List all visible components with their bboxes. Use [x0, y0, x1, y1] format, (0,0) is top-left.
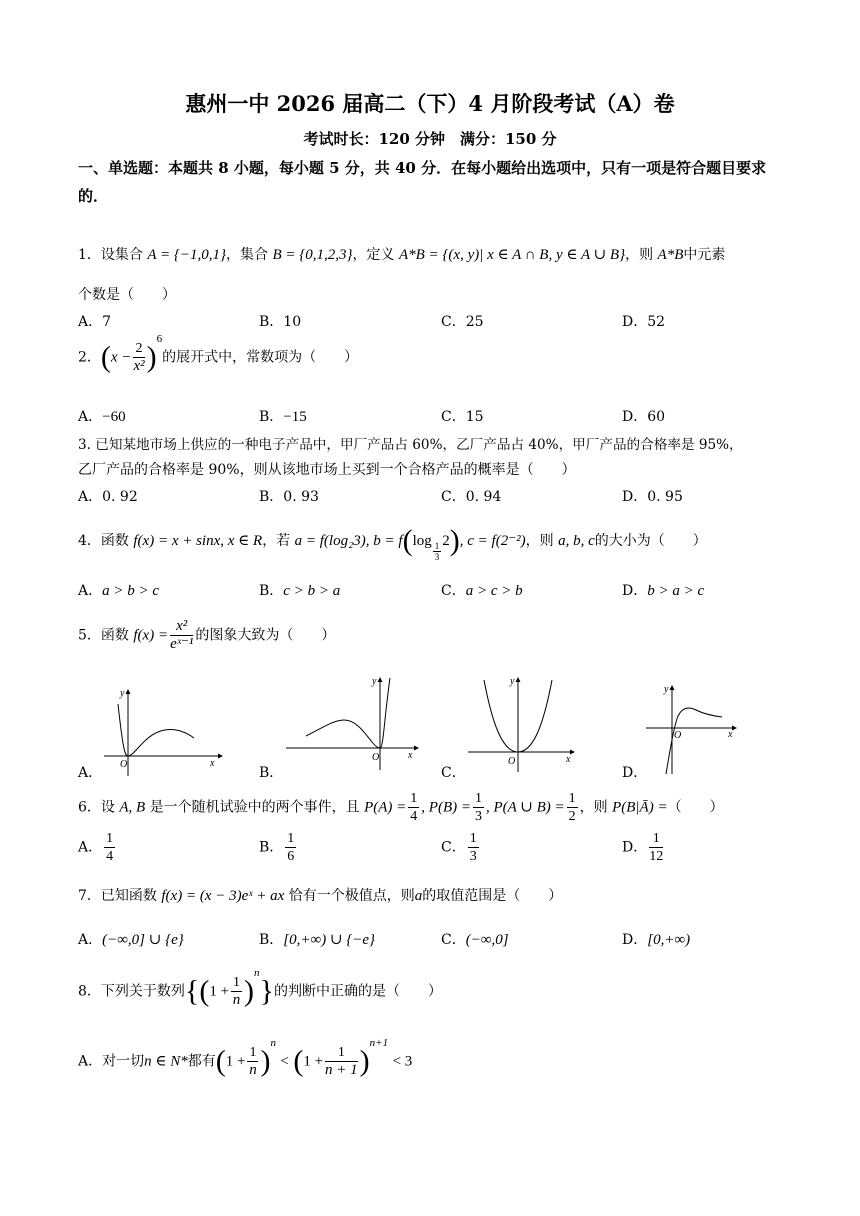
q6-option-a[interactable]	[78, 830, 117, 865]
q3-option-b-label: B．	[259, 489, 284, 505]
origin-label: O	[674, 730, 682, 741]
q5-option-b[interactable]: B．	[259, 765, 284, 781]
q4-a-b: a = f(log₂3), b = f	[294, 533, 403, 549]
y-axis-arrow	[670, 685, 675, 690]
q6-pb-num: 1	[474, 791, 482, 806]
q8-option-a-exp-1: n	[270, 1036, 276, 1049]
q3-option-d-label: D．	[622, 489, 648, 505]
q6-option-c-den: 3	[469, 849, 477, 864]
question-8	[78, 966, 442, 1009]
y-label: y	[510, 676, 515, 687]
q5-graph-b[interactable]	[282, 670, 422, 780]
q3-option-d-text: 0. 95	[647, 489, 683, 505]
q7-option-d[interactable]	[622, 929, 690, 949]
q8-exponent: n	[254, 966, 260, 979]
q1-definition: A*B = {(x, y)| x ∈ A ∩ B, y ∈ A ∪ B}	[398, 247, 626, 263]
q3-line-2: 乙厂产品的合格率是 90%，则从该地市场上买到一个合格产品的概率是（ ）	[78, 462, 576, 478]
q8-option-a-text-1: 对一切	[102, 1053, 145, 1070]
q8-option-a-text-2: 都有	[187, 1053, 216, 1070]
q3-option-c[interactable]	[441, 486, 501, 506]
q1-line-2: 个数是（ ）	[78, 287, 176, 303]
q8-number: 8．	[78, 983, 101, 1000]
q8-option-a-lt: <	[280, 1053, 289, 1070]
q4-option-b[interactable]	[259, 580, 340, 600]
q6-option-c-num: 1	[469, 831, 477, 846]
q6-option-d[interactable]	[622, 830, 665, 865]
q5-fraction	[170, 618, 193, 653]
q1-set-a: A = {−1,0,1}	[147, 247, 227, 263]
q7-option-b-label: B．	[259, 932, 284, 948]
right-paren: )	[359, 1044, 370, 1078]
q6-option-d-label: D．	[622, 839, 648, 856]
q2-text: 的展开式中，常数项为（ ）	[162, 349, 359, 366]
x-axis-arrow	[218, 754, 223, 759]
q8-option-a-frac-1	[247, 1044, 258, 1079]
q8-option-a-exp-2: n+1	[369, 1036, 389, 1049]
q6-text-4: （ ）	[667, 799, 724, 816]
right-brace: }	[259, 974, 274, 1008]
right-paren: )	[449, 524, 460, 557]
q4-option-a-text: a > b > c	[102, 583, 160, 599]
y-label: y	[664, 684, 669, 695]
q2-frac-num: 2	[133, 340, 144, 358]
q8-option-a-n: n ∈ N*	[144, 1053, 188, 1070]
q6-pa-den: 4	[410, 809, 418, 824]
q4-abc: a, b, c	[558, 533, 595, 549]
section-heading	[78, 154, 798, 210]
q6-option-d-num: 1	[649, 830, 663, 848]
x-label: x	[408, 750, 413, 761]
q7-text-1: 已知函数	[100, 888, 157, 904]
x-label: x	[728, 729, 733, 740]
q6-option-a-label: A．	[78, 839, 103, 856]
q8-one: 1 +	[209, 983, 230, 1000]
question-7	[78, 885, 562, 905]
q1-text-6: 中元素	[683, 247, 726, 263]
q7-a: a	[414, 888, 423, 904]
q2-option-a-text: −60	[102, 409, 126, 425]
left-paren: (	[293, 1044, 304, 1078]
q4-option-a-label: A．	[78, 583, 103, 599]
q4-c: , c = f(2⁻²)	[459, 533, 526, 549]
q4-log-base-num: 1	[434, 540, 440, 551]
q1-option-c-label: C．	[441, 314, 466, 330]
q1-text-4: ，则	[625, 247, 654, 263]
q2-option-b-label: B．	[259, 409, 284, 425]
q3-option-a[interactable]	[78, 486, 138, 506]
q8-option-a-end: < 3	[392, 1053, 413, 1070]
origin-label: O	[372, 752, 380, 763]
q2-option-d-text: 60	[647, 409, 666, 425]
q2-option-c[interactable]	[441, 406, 484, 426]
question-2	[78, 332, 359, 375]
right-paren: )	[146, 340, 157, 374]
q8-text-1: 下列关于数列	[100, 983, 185, 1000]
question-6	[78, 790, 724, 825]
q6-option-a-num: 1	[106, 831, 114, 846]
q7-option-c-label: C．	[441, 932, 466, 948]
y-axis-arrow	[378, 677, 383, 682]
q6-option-a-den: 4	[106, 849, 114, 864]
q8-option-a-frac-2	[325, 1044, 358, 1079]
left-paren: (	[199, 974, 210, 1008]
question-4	[78, 524, 707, 562]
q1-option-c-text: 25	[465, 314, 484, 330]
section-heading-text: 一、单选题：本题共 8 小题，每小题 5 分，共 40 分．在每小题给出选项中，只有一项是符合题目要求	[78, 159, 767, 177]
q4-number: 4．	[78, 533, 101, 549]
q1-option-d-label: D．	[622, 314, 648, 330]
q5-option-a[interactable]: A．	[78, 765, 103, 781]
q4-text-1: 函数	[100, 533, 129, 549]
q2-frac-den: x²	[133, 358, 145, 374]
section-heading-tail: 的．	[78, 187, 109, 205]
q8-fraction	[231, 974, 242, 1009]
q6-option-b-fraction	[285, 830, 296, 865]
q7-option-d-label: D．	[622, 932, 648, 948]
q4-text-2: ，若	[262, 533, 291, 549]
origin-label: O	[508, 756, 516, 767]
x-axis-arrow	[570, 750, 575, 755]
q8-option-a-one-2: 1 +	[303, 1053, 324, 1070]
question-1	[78, 244, 725, 264]
q3-option-a-text: 0. 92	[102, 489, 138, 505]
q2-option-b-text: −15	[283, 409, 307, 425]
question-5	[78, 618, 335, 653]
q1-astar-b: A*B	[657, 247, 684, 263]
q5-graph-a[interactable]	[98, 680, 223, 780]
q3-option-b[interactable]	[259, 486, 319, 506]
x-axis-arrow	[732, 726, 737, 731]
q6-option-c-fraction	[468, 830, 479, 865]
q6-option-b-den: 6	[287, 849, 295, 864]
origin-label: O	[120, 759, 128, 770]
exam-info: 考试时长：120 分钟 满分：150 分	[303, 130, 557, 148]
q8-text-2: 的判断中正确的是（ ）	[273, 983, 442, 1000]
q8-option-a[interactable]	[78, 1036, 413, 1079]
q8-option-a-num-2: 1	[325, 1044, 358, 1062]
q5-function: f(x) =	[133, 627, 169, 644]
q6-option-a-fraction	[104, 830, 115, 865]
q7-text-2: 恰有一个极值点，则	[288, 888, 415, 904]
q6-pb: , P(B) =	[421, 799, 471, 816]
q4-option-d[interactable]	[622, 580, 704, 600]
q4-log: log	[412, 533, 432, 549]
q4-log-base-den: 3	[434, 551, 440, 562]
q5-number: 5．	[78, 627, 101, 644]
q2-option-c-text: 15	[465, 409, 484, 425]
q8-option-a-one-1: 1 +	[225, 1053, 246, 1070]
x-label: x	[566, 754, 571, 765]
q1-option-d[interactable]	[622, 311, 665, 331]
q6-pb-den: 3	[474, 809, 482, 824]
q4-option-c-label: C．	[441, 583, 466, 599]
q1-option-a[interactable]	[78, 311, 111, 331]
q2-option-b[interactable]	[259, 406, 307, 426]
q1-option-d-text: 52	[647, 314, 666, 330]
q3-option-d[interactable]	[622, 486, 683, 506]
q8-frac-num: 1	[233, 975, 241, 990]
q7-option-a-label: A．	[78, 932, 103, 948]
q6-ask: P(B|Ā) =	[612, 799, 668, 816]
q1-text-1: 设集合	[100, 247, 143, 263]
curve	[118, 704, 194, 756]
q6-option-b[interactable]	[259, 830, 298, 865]
q2-exponent: 6	[156, 332, 163, 345]
q2-fraction	[133, 340, 144, 375]
right-paren: )	[260, 1044, 271, 1078]
q8-option-a-den-1: n	[249, 1062, 257, 1078]
q4-function: f(x) = x + sinx, x ∈ R	[133, 533, 263, 549]
left-brace: {	[184, 974, 200, 1008]
q5-text-1: 函数	[100, 627, 129, 644]
q7-option-d-text: [0,+∞)	[647, 932, 691, 948]
q7-option-a[interactable]	[78, 929, 184, 949]
curve	[306, 678, 390, 748]
q5-frac-den: eˣ⁻¹	[170, 636, 194, 652]
page-title: 惠州一中 2026 届高二（下）4 月阶段考试（A）卷	[185, 91, 675, 116]
right-paren: )	[244, 974, 255, 1008]
q6-option-c-label: C．	[441, 839, 466, 856]
q3-option-a-label: A．	[78, 489, 103, 505]
left-paren: (	[402, 524, 413, 557]
q8-option-a-den-2: n + 1	[325, 1062, 358, 1078]
q7-function: f(x) = (x − 3)eˣ + ax	[161, 888, 285, 904]
q2-number: 2．	[78, 349, 101, 366]
q8-option-a-label: A．	[78, 1053, 103, 1070]
q3-option-b-text: 0. 93	[283, 489, 319, 505]
q1-number: 1．	[78, 247, 101, 263]
q3-option-c-label: C．	[441, 489, 466, 505]
q7-number: 7．	[78, 888, 101, 904]
q6-pu-den: 2	[568, 809, 576, 824]
q7-option-c[interactable]	[441, 929, 509, 949]
q3-line-1: 3. 已知某地市场上供应的一种电子产品中，甲厂产品占 60%，乙厂产品占 40%，甲厂产品的合格率是 95%，	[78, 437, 743, 453]
q6-text-1: 设	[100, 799, 115, 816]
left-paren: (	[100, 340, 111, 374]
q4-log-base	[433, 541, 442, 562]
q1-set-b: B = {0,1,2,3}	[272, 247, 353, 263]
q8-frac-den: n	[232, 992, 241, 1008]
q4-option-c-text: a > c > b	[465, 583, 523, 599]
q2-option-a[interactable]	[78, 406, 126, 426]
q6-option-b-num: 1	[287, 831, 295, 846]
q1-option-b[interactable]	[259, 311, 301, 331]
q5-graph-c[interactable]	[466, 672, 581, 780]
q5-text: 的图象大致为（ ）	[195, 627, 336, 644]
q6-events: A, B	[119, 799, 146, 816]
q1-option-c[interactable]	[441, 311, 484, 331]
q2-option-d[interactable]	[622, 406, 665, 426]
q6-option-c[interactable]	[441, 830, 481, 865]
q6-text-3: ，则	[579, 799, 608, 816]
y-label: y	[120, 688, 125, 699]
q6-pa-num: 1	[410, 791, 418, 806]
q2-option-d-label: D．	[622, 409, 648, 425]
q2-x: x −	[110, 349, 132, 366]
q7-option-b[interactable]	[259, 929, 375, 949]
q2-option-a-label: A．	[78, 409, 103, 425]
q4-option-d-text: b > a > c	[647, 583, 705, 599]
q4-option-b-text: c > b > a	[283, 583, 341, 599]
q4-option-d-label: D．	[622, 583, 648, 599]
q6-text-2: 是一个随机试验中的两个事件，且	[149, 799, 360, 816]
q6-pu-num: 1	[568, 791, 576, 806]
q5-option-d[interactable]: D．	[622, 765, 648, 781]
q4-option-c[interactable]	[441, 580, 523, 600]
q1-text-3: ，定义	[352, 247, 395, 263]
q4-text-3: ，则	[525, 533, 554, 549]
q3-option-c-text: 0. 94	[465, 489, 502, 505]
y-label: y	[372, 676, 377, 687]
q7-option-c-text: (−∞,0]	[465, 932, 509, 948]
q5-option-c[interactable]: C．	[441, 765, 466, 781]
q6-option-b-label: B．	[259, 839, 284, 856]
q1-option-b-text: 10	[283, 314, 302, 330]
q6-option-d-fraction	[649, 830, 663, 865]
q4-text-4: 的大小为（ ）	[594, 533, 707, 549]
q4-option-b-label: B．	[259, 583, 284, 599]
q6-pa-fraction	[408, 790, 419, 825]
q1-option-a-text: 7	[102, 314, 112, 330]
q8-option-a-num-1: 1	[249, 1045, 257, 1060]
q5-graph-d[interactable]	[644, 680, 744, 776]
curve	[666, 708, 722, 774]
q6-pa: P(A) =	[364, 799, 407, 816]
q6-number: 6．	[78, 799, 101, 816]
y-axis-arrow	[516, 677, 521, 682]
q6-pu-fraction	[567, 790, 578, 825]
left-paren: (	[215, 1044, 226, 1078]
q1-option-b-label: B．	[259, 314, 284, 330]
q4-option-a[interactable]	[78, 580, 159, 600]
q6-pu: , P(A ∪ B) =	[485, 799, 565, 816]
q1-option-a-label: A．	[78, 314, 103, 330]
q7-option-a-text: (−∞,0] ∪ {e}	[102, 932, 184, 948]
q4-log-arg: 2	[442, 533, 450, 549]
q7-option-b-text: [0,+∞) ∪ {−e}	[283, 932, 376, 948]
q6-pb-fraction	[473, 790, 484, 825]
y-axis-arrow	[126, 689, 131, 694]
q2-option-c-label: C．	[441, 409, 466, 425]
q5-frac-num: x²	[170, 618, 193, 636]
q1-text-2: ，集合	[226, 247, 269, 263]
q7-text-3: 的取值范围是（ ）	[422, 888, 563, 904]
x-label: x	[210, 758, 215, 769]
q6-option-d-den: 12	[649, 849, 664, 864]
x-axis-arrow	[414, 746, 419, 751]
